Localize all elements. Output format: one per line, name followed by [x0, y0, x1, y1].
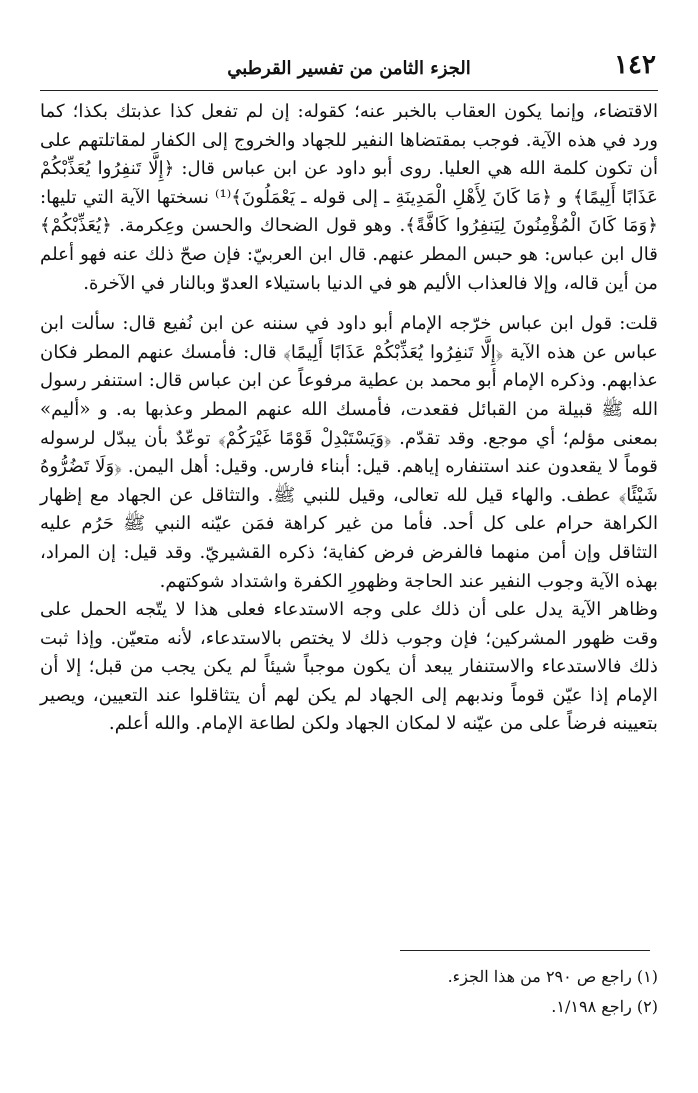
footnotes — [40, 962, 658, 1022]
footnote-divider — [400, 950, 650, 951]
footnote: (١) راجع ص ٢٩٠ من هذا الجزء. — [447, 967, 658, 986]
paragraph: قلت: قول ابن عباس خرّجه الإمام أبو داود في سننه عن ابن نُفيع قال: سألت ابن عباس عن هذه الآية ﴿إِلَّا تَنفِرُوا يُعَذِّبْكُمْ عَذَابًا أَلِيمًا﴾ قال: فأمسك عنهم المطر فكان عذابهم. وذكره الإمام أبو محمد بن عطية مرفوعاً عن ابن عباس قال: استنفر رسول الله ﷺ قبيلة من القبائل فقعدت، فأمسك الله عنهم المطر وعذبها به. و «أليم» بمعنى مؤلم؛ أي موجع. وقد تقدّم. ﴿وَيَسْتَبْدِلْ قَوْمًا غَيْرَكُمْ﴾ توعّدٌ بأن يبدّل لرسوله قوماً لا يقعدون عند استنفاره إياهم. قيل: أبناء فارس. وقيل: أهل اليمن. ﴿وَلَا تَضُرُّوهُ شَيْئًا﴾ عطف. والهاء قيل لله تعالى، وقيل للنبي ﷺ. والتثاقل عن الجهاد مع إظهار الكراهة حرام على كل أحد. فأما من غير كراهة فمَن عيّنه النبي ﷺ حَرُم عليه التثاقل وإن أمن منهما فالفرض فرض كفاية؛ ذكره القشيريّ. وقد قيل: إن المراد، بهذه الآية وجوب النفير عند الحاجة وظهورِ الكفرة واشتداد شوكتهم. — [40, 313, 658, 592]
page-body — [40, 98, 658, 739]
paragraph: وظاهر الآية يدل على أن ذلك على وجه الاستدعاء فعلى هذا لا يتّجه الحمل على وقت ظهور المشركين؛ فإن وجوب ذلك لا يختص بالاستدعاء، لأنه متعيّن. وإذا ثبت ذلك فالاستدعاء والاستنفار يبعد أن يكون موجباً شيئاً لم يكن يجب من قبل؛ إلا أن الإمام إذا عيّن قوماً وندبهم إلى الجهاد لم يكن لهم أن يتثاقلوا عند التعيين، ويصير بتعيينه فرضاً على من عيّنه لا لمكان الجهاد ولكن لطاعة الإمام. والله أعلم. — [40, 599, 658, 735]
paragraph: الاقتضاء، وإنما يكون العقاب بالخبر عنه؛ كقوله: إن لم تفعل كذا عذبتك بكذا؛ كما ورد في هذه الآية. فوجب بمقتضاها النفير للجهاد والخروج إلى الكفار لمقاتلتهم على أن تكون كلمة الله هي العليا. روى أبو داود عن ابن عباس قال: ﴿إِلَّا تَنفِرُوا يُعَذِّبْكُمْ عَذَابًا أَلِيمًا﴾ و ﴿مَا كَانَ لِأَهْلِ الْمَدِينَةِ ـ إلى قوله ـ يَعْمَلُونَ﴾⁽¹⁾ نسختها الآية التي تليها: ﴿وَمَا كَانَ الْمُؤْمِنُونَ لِيَنفِرُوا كَافَّةً﴾. وهو قول الضحاك والحسن وعِكرمة. ﴿يُعَذِّبْكُمْ﴾ قال ابن عباس: هو حبس المطر عنهم. قال ابن العربيّ: فإن صحّ ذلك عنه فهو أعلم من أين قاله، وإلا فالعذاب الأليم هو في الدنيا باستيلاء العدوّ وبالنار في الآخرة. — [40, 101, 658, 294]
footnote: (٢) راجع ١/١٩٨. — [551, 997, 658, 1016]
page-header — [40, 40, 658, 91]
page-number: ١٤٢ — [614, 50, 656, 80]
running-title: الجزء الثامن من تفسير القرطبي — [227, 58, 471, 79]
